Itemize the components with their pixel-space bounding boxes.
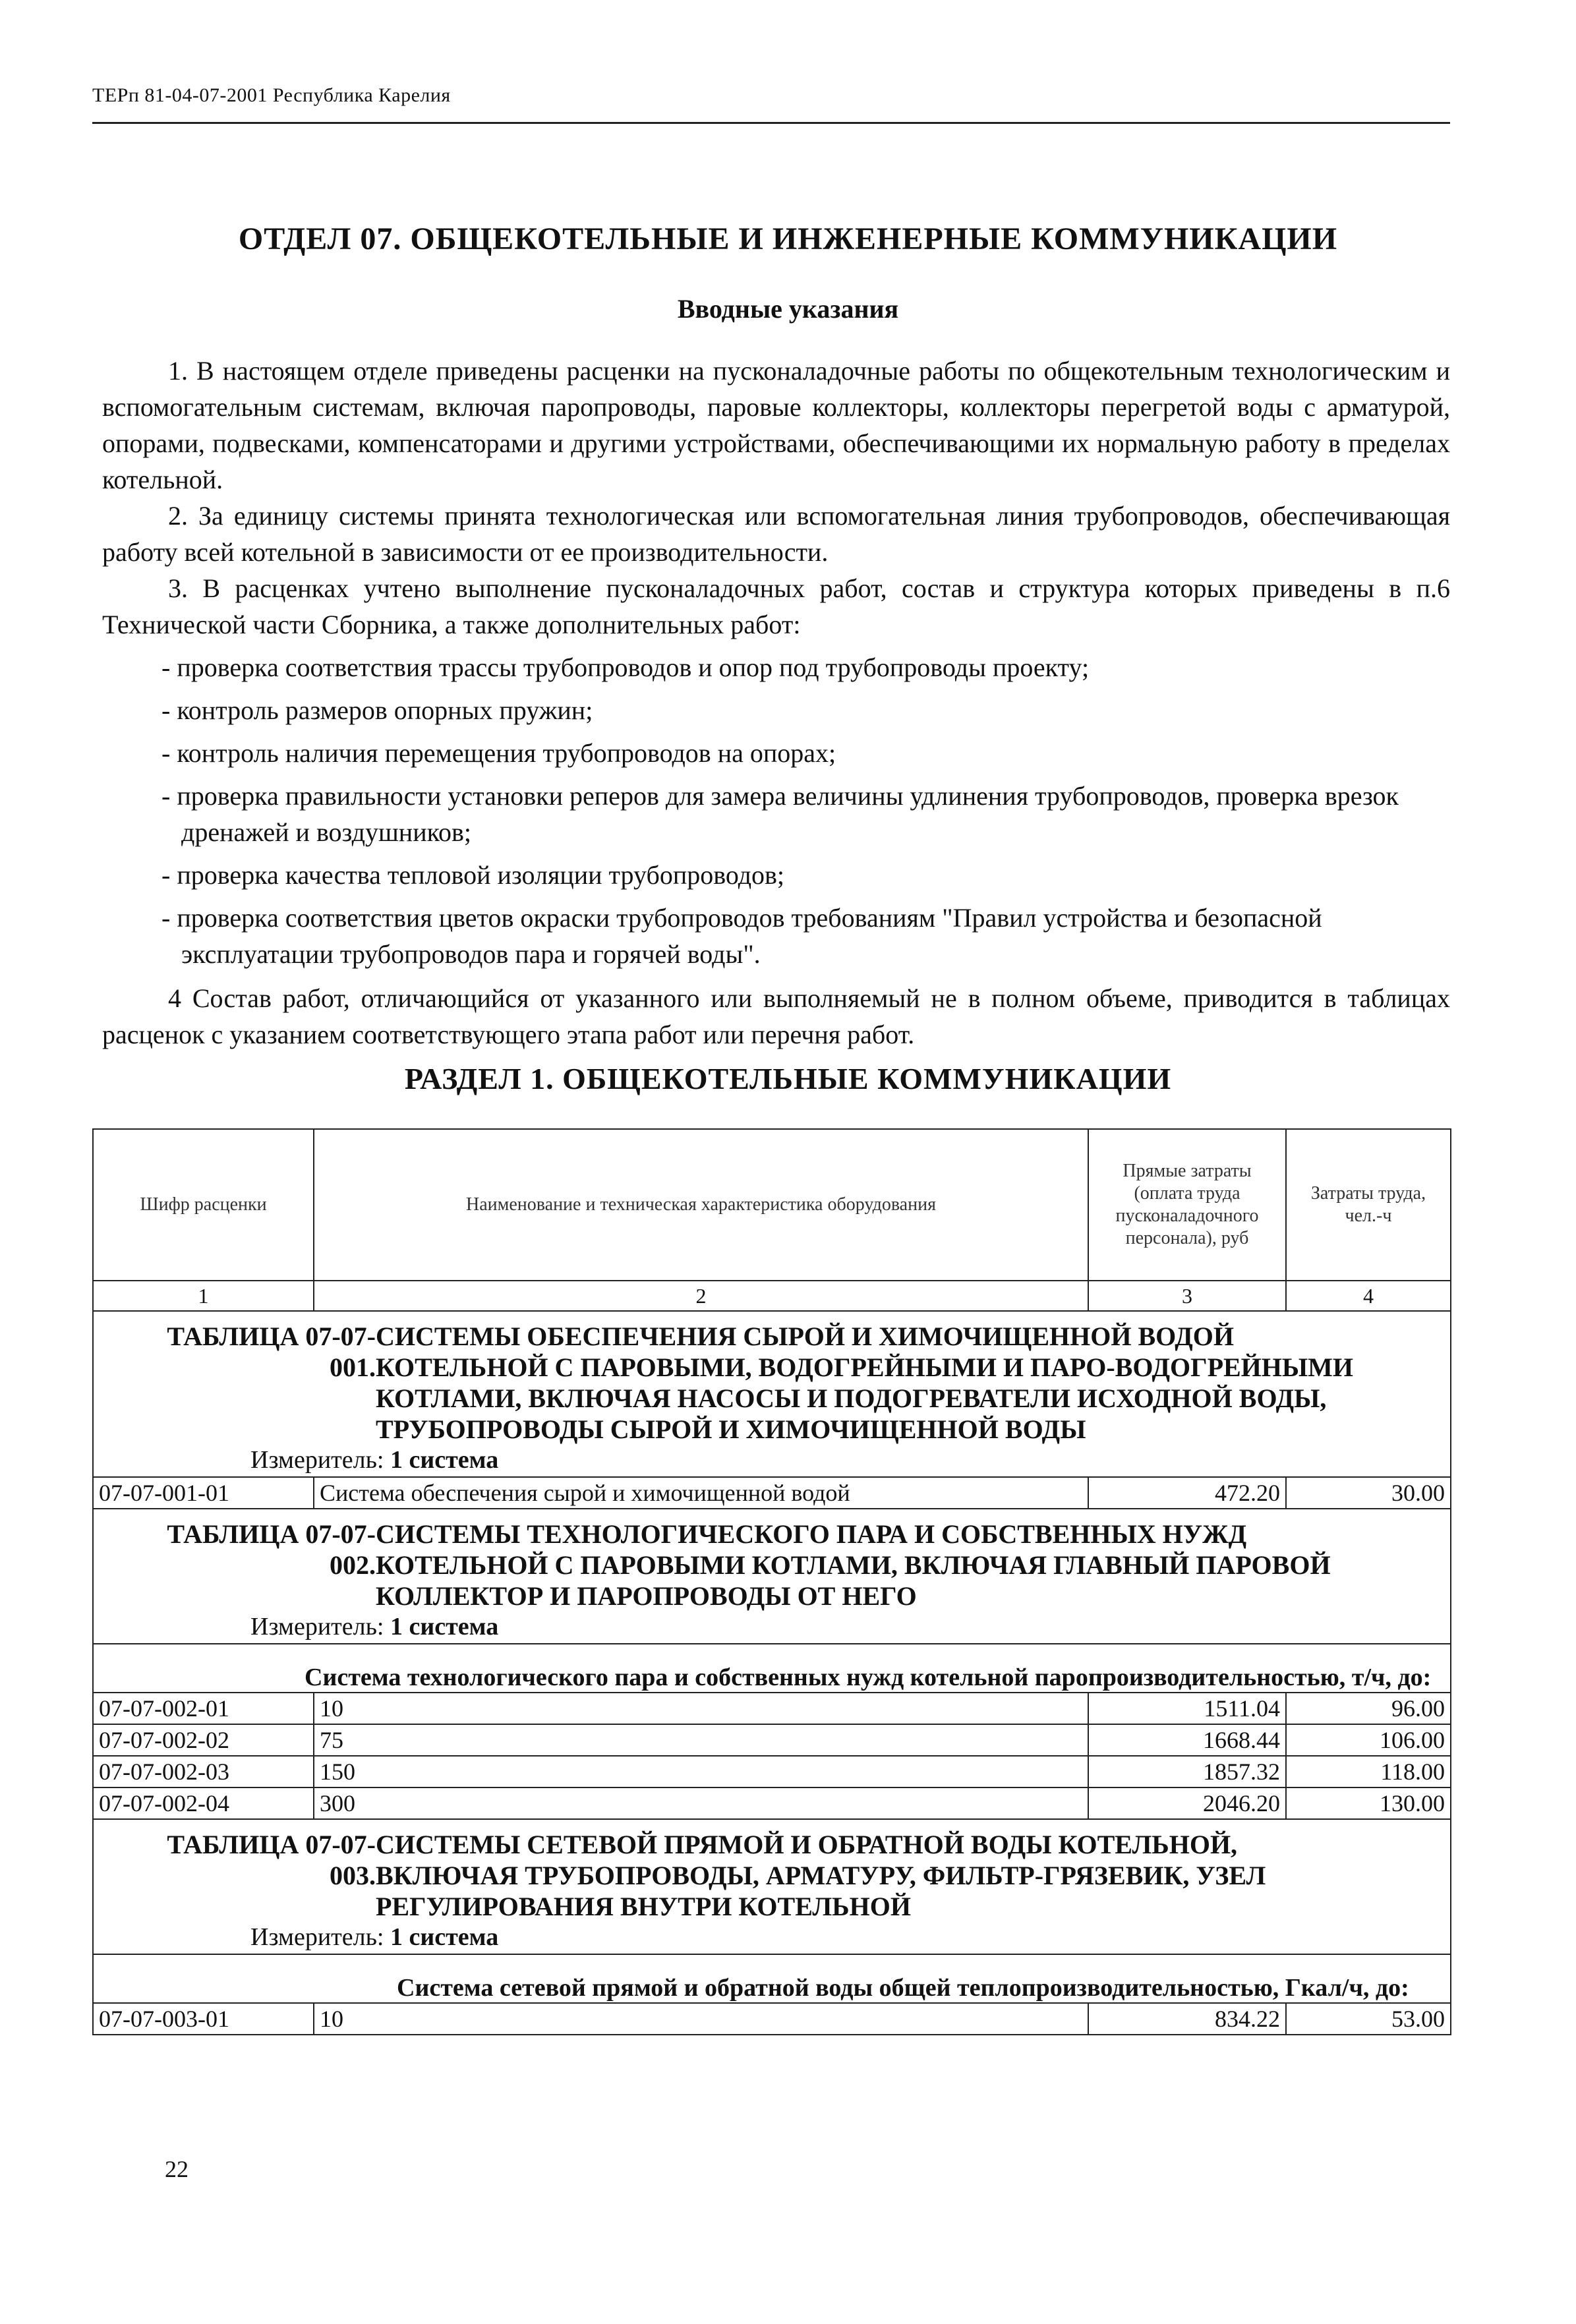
table-label: ТАБЛИЦА 07-07-003. [167, 1830, 376, 1890]
meter-value: 1 система [390, 1923, 499, 1951]
table-header-row [93, 1129, 1451, 1281]
meter-label: Измеритель: [250, 1446, 384, 1474]
work-item: - проверка соответствия цветов окраски трубопроводов требованиям "Правил устройства и безопасной эксплуатации трубопроводов пара и горячей воды". [161, 903, 1322, 969]
table-subheading-row [93, 1644, 1451, 1693]
section-title: ОТДЕЛ 07. ОБЩЕКОТЕЛЬНЫЕ И ИНЖЕНЕРНЫЕ КОММУНИКАЦИИ [238, 221, 1338, 256]
rate-code: 07-07-002-02 [93, 1724, 314, 1756]
intro-paragraph-3: 3. В расценках учтено выполнение пусконаладочных работ, состав и структура которых приведены в п.6 Технической части Сборника, а также дополнительных работ: [102, 573, 1450, 639]
rate-cost: 472.20 [1088, 1477, 1286, 1509]
rate-description: Система обеспечения сырой и химочищенной водой [314, 1477, 1088, 1509]
header-divider [92, 122, 1450, 124]
col-header-labor: Затраты труда, чел.-ч [1286, 1129, 1451, 1281]
work-item: - проверка соответствия трассы трубопроводов и опор под трубопроводы проекту; [161, 653, 1090, 682]
table-subheading: Система технологического пара и собственных нужд котельной паропроизводительностью, т/ч, до: [93, 1644, 1451, 1693]
table-section-heading [93, 1819, 1451, 1954]
meter-value: 1 система [390, 1613, 499, 1641]
col-number: 3 [1088, 1281, 1286, 1311]
rate-labor: 30.00 [1286, 1477, 1451, 1509]
table-label: ТАБЛИЦА 07-07-002. [167, 1519, 376, 1580]
table-label: ТАБЛИЦА 07-07-001. [167, 1322, 376, 1382]
table-row [93, 1724, 1451, 1756]
col-header-cost: Прямые затраты (оплата труда пусконаладочного персонала), руб [1088, 1129, 1286, 1281]
rate-code: 07-07-001-01 [93, 1477, 314, 1509]
part-title: РАЗДЕЛ 1. ОБЩЕКОТЕЛЬНЫЕ КОММУНИКАЦИИ [404, 1062, 1172, 1095]
rate-cost: 834.22 [1088, 2003, 1286, 2035]
rate-cost: 2046.20 [1088, 1787, 1286, 1819]
rate-labor: 106.00 [1286, 1724, 1451, 1756]
table-row [93, 1787, 1451, 1819]
rate-code: 07-07-003-01 [93, 2003, 314, 2035]
column-number-row [93, 1281, 1451, 1311]
col-number: 4 [1286, 1281, 1451, 1311]
meter [99, 1922, 1445, 1952]
intro-heading: Вводные указания [677, 294, 899, 324]
meter [99, 1612, 1445, 1642]
rate-description: 75 [314, 1724, 1088, 1756]
rate-description: 300 [314, 1787, 1088, 1819]
rate-cost: 1668.44 [1088, 1724, 1286, 1756]
rate-code: 07-07-002-01 [93, 1693, 314, 1724]
col-header-name: Наименование и техническая характеристика оборудования [314, 1129, 1088, 1281]
rate-cost: 1511.04 [1088, 1693, 1286, 1724]
rate-cost: 1857.32 [1088, 1756, 1286, 1787]
rate-code: 07-07-002-03 [93, 1756, 314, 1787]
table-row [93, 2003, 1451, 2035]
intro-paragraph-1: 1. В настоящем отделе приведены расценки на пусконаладочные работы по общекотельным технологическим и вспомогательным системам, включая паропроводы, паровые коллекторы, коллекторы перегретой воды с арматурой, опорами, подвесками, компенсаторами и другими устройствами, обеспечивающими их нормальную работу в пределах котельной. [102, 356, 1450, 494]
table-title: СИСТЕМЫ ОБЕСПЕЧЕНИЯ СЫРОЙ И ХИМОЧИЩЕННОЙ ВОДОЙ КОТЕЛЬНОЙ С ПАРОВЫМИ, ВОДОГРЕЙНЫМИ И ПАРО-ВОДОГРЕЙНЫМИ КОТЛАМИ, ВКЛЮЧАЯ НАСОСЫ И ПОДОГРЕВАТЕЛИ ИСХОДНОЙ ВОДЫ, ТРУБОПРОВОДЫ СЫРОЙ И ХИМОЧИЩЕННОЙ ВОДЫ [376, 1322, 1354, 1444]
work-item: - контроль размеров опорных пружин; [161, 695, 593, 725]
table-section-heading [93, 1509, 1451, 1644]
rate-code: 07-07-002-04 [93, 1787, 314, 1819]
table-section-heading [93, 1311, 1451, 1477]
table-row [93, 1756, 1451, 1787]
rates-table [92, 1128, 1451, 2035]
meter [99, 1445, 1445, 1475]
rate-description: 10 [314, 1693, 1088, 1724]
rate-description: 10 [314, 2003, 1088, 2035]
rate-labor: 53.00 [1286, 2003, 1451, 2035]
rate-labor: 96.00 [1286, 1693, 1451, 1724]
page-number: 22 [165, 2156, 189, 2182]
table-title: СИСТЕМЫ СЕТЕВОЙ ПРЯМОЙ И ОБРАТНОЙ ВОДЫ КОТЕЛЬНОЙ, ВКЛЮЧАЯ ТРУБОПРОВОДЫ, АРМАТУРУ, ФИЛЬТР-ГРЯЗЕВИК, УЗЕЛ РЕГУЛИРОВАНИЯ ВНУТРИ КОТЕЛЬНОЙ [376, 1830, 1266, 1921]
document-header: ТЕРп 81-04-07-2001 Республика Карелия [92, 84, 451, 106]
work-item: - контроль наличия перемещения трубопроводов на опорах; [161, 738, 836, 768]
work-item: - проверка правильности установки реперов для замера величины удлинения трубопроводов, проверка врезок дренажей и воздушников; [161, 781, 1399, 847]
rate-labor: 130.00 [1286, 1787, 1451, 1819]
rate-description: 150 [314, 1756, 1088, 1787]
rate-labor: 118.00 [1286, 1756, 1451, 1787]
intro-text [102, 353, 1450, 1053]
col-number: 1 [93, 1281, 314, 1311]
work-item: - проверка качества тепловой изоляции трубопроводов; [161, 860, 785, 890]
table-row [93, 1693, 1451, 1724]
meter-label: Измеритель: [250, 1613, 384, 1641]
table-subheading-row [93, 1954, 1451, 2003]
col-number: 2 [314, 1281, 1088, 1311]
intro-paragraph-2: 2. За единицу системы принята технологическая или вспомогательная линия трубопроводов, обеспечивающая работу всей котельной в зависимости от ее производительности. [102, 501, 1450, 567]
meter-label: Измеритель: [250, 1923, 384, 1951]
table-title: СИСТЕМЫ ТЕХНОЛОГИЧЕСКОГО ПАРА И СОБСТВЕННЫХ НУЖД КОТЕЛЬНОЙ С ПАРОВЫМИ КОТЛАМИ, ВКЛЮЧАЯ ГЛАВНЫЙ ПАРОВОЙ КОЛЛЕКТОР И ПАРОПРОВОДЫ ОТ НЕГО [376, 1519, 1331, 1611]
col-header-code: Шифр расценки [93, 1129, 314, 1281]
meter-value: 1 система [390, 1446, 499, 1474]
table-subheading: Система сетевой прямой и обратной воды общей теплопроизводительностью, Гкал/ч, до: [93, 1954, 1451, 2003]
intro-paragraph-4: 4 Состав работ, отличающийся от указанного или выполняемый не в полном объеме, приводится в таблицах расценок с указанием соответствующего этапа работ или перечня работ. [102, 983, 1450, 1049]
table-row [93, 1477, 1451, 1509]
